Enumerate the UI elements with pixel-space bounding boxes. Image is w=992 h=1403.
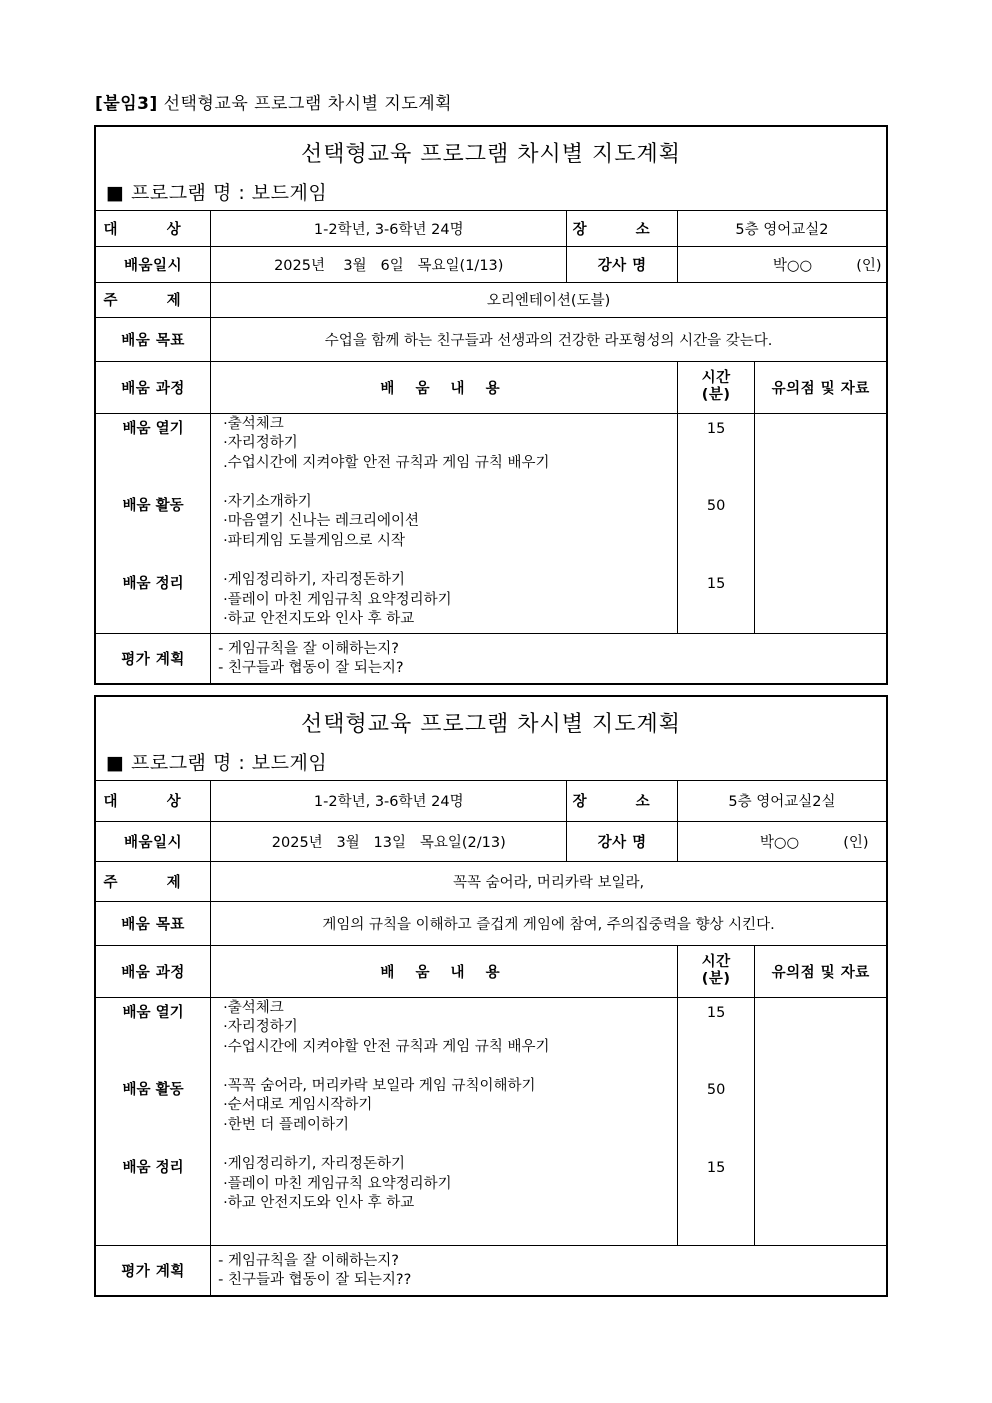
notes-cell	[755, 413, 886, 633]
eval-label: 평가 계획	[96, 633, 211, 684]
process-header: 배움 과정	[96, 945, 211, 997]
content-line: ·플레이 마친 게임규칙 요약정리하기	[223, 1175, 452, 1192]
target-label: 대 상	[96, 211, 211, 246]
notes-cell	[755, 997, 886, 1245]
place-label: 장 소	[567, 211, 677, 246]
content-line: ·한번 더 플레이하기	[223, 1117, 350, 1134]
step-wrap: 배움 정리	[122, 576, 184, 593]
place-label: 장 소	[567, 781, 677, 821]
content-line: ·꼭꼭 숨어라, 머리카락 보일라 게임 규칙이해하기	[223, 1077, 536, 1094]
minutes-wrap: 15	[706, 1160, 726, 1177]
process-header: 배움 과정	[96, 361, 211, 413]
eval-content	[211, 633, 886, 684]
topic-value: 오리엔테이션(도블)	[211, 282, 886, 317]
minutes-activity: 50	[706, 1082, 726, 1099]
content-line: ·자리정하기	[223, 435, 298, 452]
plan-table	[96, 211, 886, 684]
plan-header	[96, 127, 886, 211]
content-lines	[211, 413, 678, 633]
datetime-value: 2025년 3월 6일 목요일(1/13)	[211, 246, 567, 282]
step-activity: 배움 활동	[122, 498, 184, 515]
content-line	[223, 473, 677, 493]
step-activity: 배움 활동	[122, 1082, 184, 1099]
content-line: ·자리정하기	[223, 1019, 298, 1036]
content-line	[223, 1136, 677, 1156]
teacher-label: 강사 명	[567, 821, 677, 861]
minutes-activity: 50	[706, 498, 726, 515]
attachment-title: 선택형교육 프로그램 차시별 지도계획	[163, 94, 453, 114]
seal-mark: (인)	[843, 834, 869, 851]
eval-line: - 게임규칙을 잘 이해하는지?	[218, 1252, 399, 1269]
plan-title: 선택형교육 프로그램 차시별 지도계획	[300, 142, 681, 167]
content-line	[223, 1057, 677, 1077]
content-line: ·출석체크	[223, 415, 284, 432]
content-line: ·파티게임 도블게임으로 시작	[223, 533, 406, 550]
teacher-value: 박○○ (인)	[677, 821, 886, 861]
topic-label: 주 제	[96, 861, 211, 901]
eval-line: - 친구들과 협동이 잘 되는지?	[218, 659, 404, 676]
eval-line: - 게임규칙을 잘 이해하는지?	[218, 640, 399, 657]
target-value: 1-2학년, 3-6학년 24명	[211, 211, 567, 246]
goal-label: 배움 목표	[96, 317, 211, 361]
content-line: ·하교 안전지도와 인사 후 하교	[223, 1195, 415, 1212]
target-label: 대 상	[96, 781, 211, 821]
goal-value: 수업을 함께 하는 친구들과 선생과의 건강한 라포형성의 시간을 갖는다.	[211, 317, 886, 361]
step-wrap: 배움 정리	[122, 1160, 184, 1177]
content-header: 배 움 내 용	[211, 945, 678, 997]
time-header: 시간 (분)	[677, 945, 754, 997]
attachment-tag: [붙임3]	[95, 94, 158, 114]
target-value: 1-2학년, 3-6학년 24명	[211, 781, 567, 821]
place-value: 5층 영어교실2실	[677, 781, 886, 821]
plan-table	[96, 781, 886, 1296]
step-open: 배움 열기	[122, 1004, 184, 1021]
teacher-label: 강사 명	[567, 246, 677, 282]
plan-title: 선택형교육 프로그램 차시별 지도계획	[300, 712, 681, 737]
content-line: ·하교 안전지도와 인사 후 하교	[223, 611, 415, 628]
program-name: ■ 프로그램 명 : 보드게임	[106, 752, 328, 774]
plan-header	[96, 697, 886, 781]
content-line: .수업시간에 지켜야할 안전 규칙과 게임 규칙 배우기	[223, 454, 550, 471]
process-steps	[96, 413, 211, 633]
goal-label: 배움 목표	[96, 901, 211, 945]
content-line: ·플레이 마친 게임규칙 요약정리하기	[223, 591, 452, 608]
content-line	[223, 552, 677, 572]
datetime-label: 배움일시	[96, 246, 211, 282]
topic-value: 꼭꼭 숨어라, 머리카락 보일라,	[211, 861, 886, 901]
eval-line: - 친구들과 협동이 잘 되는지??	[218, 1271, 412, 1288]
step-open: 배움 열기	[122, 420, 184, 437]
content-line: ·수업시간에 지켜야할 안전 규칙과 게임 규칙 배우기	[223, 1038, 550, 1055]
content-line: ·순서대로 게임시작하기	[223, 1097, 373, 1114]
minutes-open: 15	[706, 1004, 726, 1021]
notes-header: 유의점 및 자료	[755, 945, 886, 997]
minutes-col	[677, 997, 754, 1245]
time-header: 시간 (분)	[677, 361, 754, 413]
attachment-header	[95, 89, 452, 114]
content-line: ·자기소개하기	[223, 493, 312, 510]
goal-value: 게임의 규칙을 이해하고 즐겁게 게임에 참여, 주의집중력을 향상 시킨다.	[211, 901, 886, 945]
lesson-plan-1	[94, 125, 888, 685]
teacher-value: 박○○ (인)	[677, 246, 886, 282]
minutes-wrap: 15	[706, 576, 726, 593]
topic-label: 주 제	[96, 282, 211, 317]
notes-header: 유의점 및 자료	[755, 361, 886, 413]
content-line: ·출석체크	[223, 999, 284, 1016]
place-value: 5층 영어교실2	[677, 211, 886, 246]
content-header: 배 움 내 용	[211, 361, 678, 413]
content-lines	[211, 997, 678, 1245]
content-line: ·게임정리하기, 자리정돈하기	[223, 1156, 406, 1173]
program-name: ■ 프로그램 명 : 보드게임	[106, 182, 328, 204]
eval-label: 평가 계획	[96, 1245, 211, 1296]
content-line: ·게임정리하기, 자리정돈하기	[223, 572, 406, 589]
datetime-value: 2025년 3월 13일 목요일(2/13)	[211, 821, 567, 861]
lesson-plan-2	[94, 695, 888, 1297]
process-steps	[96, 997, 211, 1245]
content-line: ·마음열기 신나는 레크리에이션	[223, 513, 420, 530]
datetime-label: 배움일시	[96, 821, 211, 861]
minutes-open: 15	[706, 420, 726, 437]
eval-content	[211, 1245, 886, 1296]
minutes-col	[677, 413, 754, 633]
seal-mark: (인)	[856, 257, 882, 274]
